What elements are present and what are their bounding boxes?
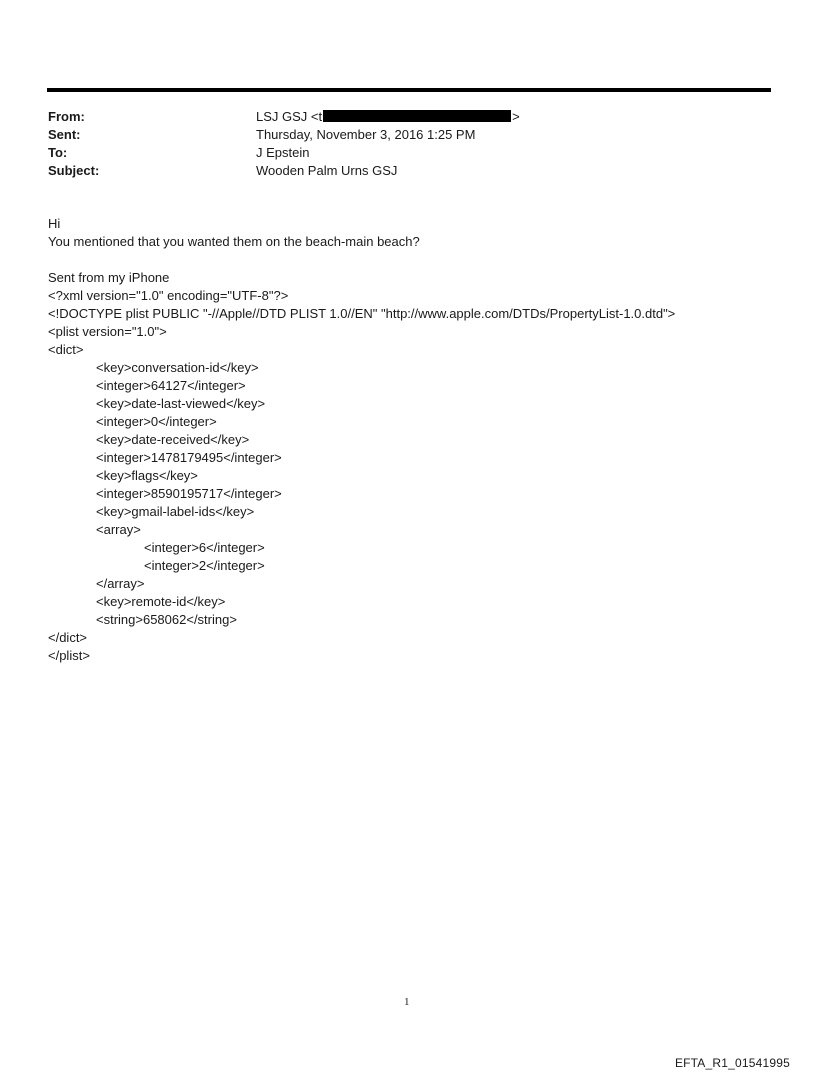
body-line: You mentioned that you wanted them on the beach-main beach?: [48, 234, 420, 249]
subject-label: Subject:: [48, 163, 100, 178]
to-value: J Epstein: [256, 145, 310, 160]
body-line: <dict>: [48, 342, 84, 357]
header-rule: [47, 88, 771, 92]
body-line: <string>658062</string>: [96, 612, 237, 627]
from-close: >: [512, 109, 520, 124]
from-label: From:: [48, 109, 85, 124]
body-line: <plist version="1.0">: [48, 324, 167, 339]
body-line: <integer>64127</integer>: [96, 378, 246, 393]
body-line: <integer>6</integer>: [144, 540, 265, 555]
body-line: <integer>1478179495</integer>: [96, 450, 282, 465]
body-line: <key>date-received</key>: [96, 432, 250, 447]
sent-value: Thursday, November 3, 2016 1:25 PM: [256, 127, 476, 142]
body-line: </plist>: [48, 648, 90, 663]
body-line: Sent from my iPhone: [48, 270, 170, 285]
body-line: <key>flags</key>: [96, 468, 198, 483]
body-line: </dict>: [48, 630, 88, 645]
body-line: <?xml version="1.0" encoding="UTF-8"?>: [48, 288, 289, 303]
body-line: <!DOCTYPE plist PUBLIC "-//Apple//DTD PLIST 1.0//EN" "http://www.apple.com/DTDs/PropertyList-1.0.dtd">: [48, 306, 676, 321]
redaction-block: [323, 110, 511, 122]
sent-label: Sent:: [48, 127, 81, 142]
body-line: <integer>0</integer>: [96, 414, 217, 429]
body-line: <key>conversation-id</key>: [96, 360, 259, 375]
page-number: 1: [404, 996, 410, 1008]
body-line: <integer>8590195717</integer>: [96, 486, 282, 501]
body-line: <array>: [96, 522, 141, 537]
bates-number: EFTA_R1_01541995: [674, 1056, 790, 1070]
body-line: <key>gmail-label-ids</key>: [96, 504, 255, 519]
body-line: <integer>2</integer>: [144, 558, 265, 573]
from-value: [256, 108, 520, 126]
body-line: <key>date-last-viewed</key>: [96, 396, 266, 411]
from-name: LSJ GSJ <t: [256, 109, 323, 124]
body-line: </array>: [96, 576, 145, 591]
body-line: Hi: [48, 216, 61, 231]
subject-value: Wooden Palm Urns GSJ: [256, 163, 398, 178]
to-label: To:: [48, 145, 68, 160]
body-line: <key>remote-id</key>: [96, 594, 226, 609]
